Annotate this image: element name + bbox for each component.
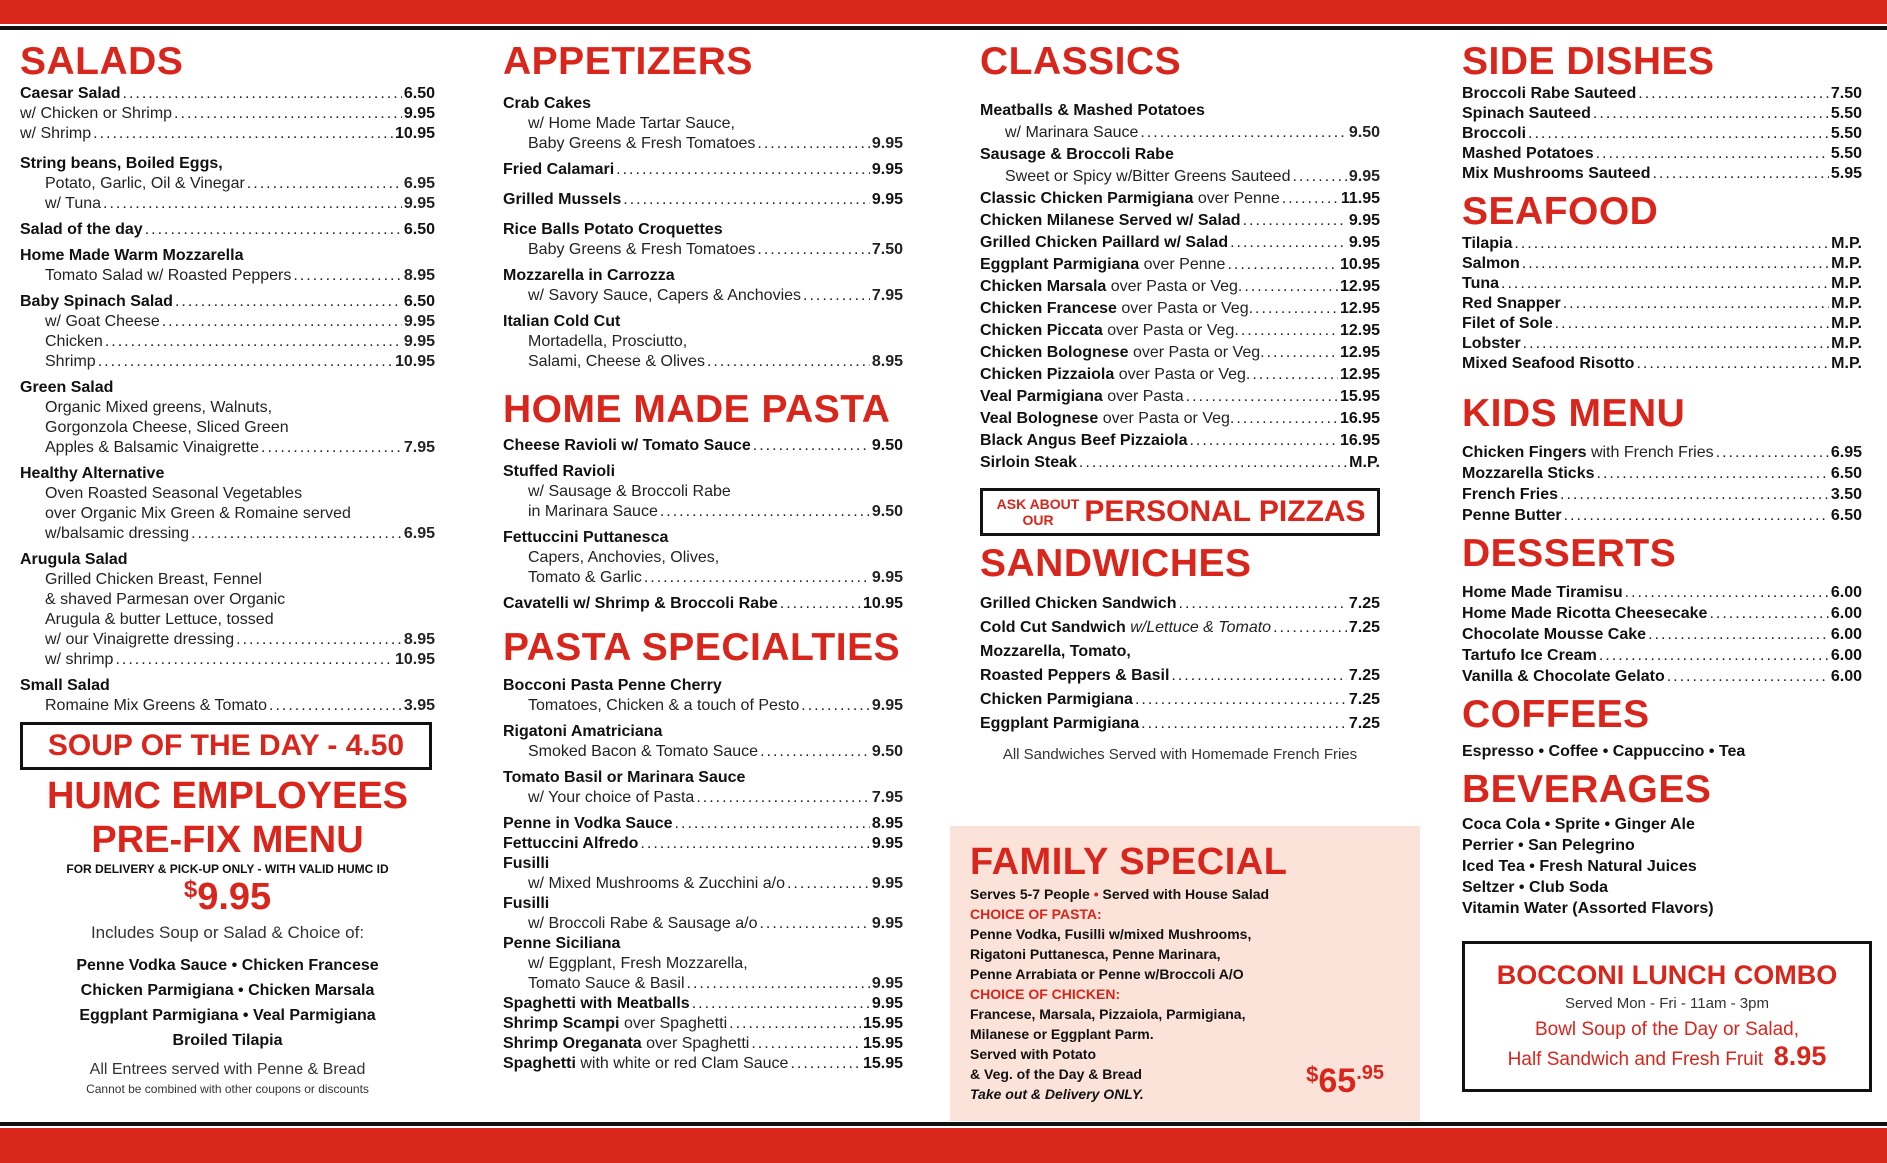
humc-price: $9.95 — [183, 876, 272, 918]
menu-item: Tomato Salad w/ Roasted Peppers ..... 8.95 — [20, 266, 435, 286]
family-price: $^{\$}65^{.95}$ — [1306, 1062, 1384, 1100]
menu-item: Salad of the day ..... 6.50 — [20, 220, 435, 240]
menu-item: Tilapia ..... M.P. — [1462, 234, 1862, 254]
section-title-coffees: COFFEES — [1462, 693, 1650, 736]
menu-item: Eggplant Parmigiana ..... 7.25 — [980, 712, 1380, 736]
menu-item: w/ Chicken or Shrimp ..... 9.95 — [20, 104, 435, 124]
menu-item-desc: Grilled Chicken Breast, Fennel — [45, 571, 262, 588]
menu-item: Salmon ..... M.P. — [1462, 254, 1862, 274]
menu-item: Romaine Mix Greens & Tomato ..... 3.95 — [20, 696, 435, 716]
menu-item: Vanilla & Chocolate Gelato ..... 6.00 — [1462, 666, 1862, 687]
menu-item: Mix Mushrooms Sauteed ..... 5.95 — [1462, 164, 1862, 184]
menu-item: w/ Marinara Sauce ..... 9.50 — [980, 122, 1380, 144]
menu-item: Filet of Sole ..... M.P. — [1462, 314, 1862, 334]
menu-item: Chicken Pizzaiola over Pasta or Veg. ..... 12.95 — [980, 364, 1380, 386]
menu-item: Fettuccini Alfredo ..... 9.95 — [503, 834, 903, 854]
menu-item: Baby Greens & Fresh Tomatoes ..... 7.50 — [503, 240, 903, 260]
lunch-combo-hours: Served Mon - Fri - 11am - 3pm — [1565, 995, 1769, 1012]
menu-item: Grilled Chicken Paillard w/ Salad ..... 9.95 — [980, 232, 1380, 254]
humc-served: All Entrees served with Penne & Bread — [89, 1061, 366, 1078]
menu-item: Caesar Salad ..... 6.50 — [20, 84, 435, 104]
menu-item: Chicken Milanese Served w/ Salad ..... 9.95 — [980, 210, 1380, 232]
menu-item: Chicken Parmigiana ..... 7.25 — [980, 688, 1380, 712]
menu-item-desc: w/ Sausage & Broccoli Rabe — [528, 483, 731, 500]
menu-item-desc: & shaved Parmesan over Organic — [45, 591, 286, 608]
menu-item: Apples & Balsamic Vinaigrette ..... 7.95 — [20, 438, 435, 458]
lunch-combo-title: BOCCONI LUNCH COMBO — [1496, 960, 1838, 990]
menu-item: Tomatoes, Chicken & a touch of Pesto ..... 9.95 — [503, 696, 903, 716]
kids-list — [1462, 442, 1862, 526]
pasta-list — [503, 436, 903, 614]
menu-item: Home Made Warm Mozzarella — [20, 247, 244, 264]
section-title-sandwiches: SANDWICHES — [980, 542, 1252, 585]
column-sides — [1462, 40, 1862, 1092]
family-chicken-head: CHOICE OF CHICKEN: — [970, 986, 1121, 1002]
humc-includes: Includes Soup or Salad & Choice of: — [90, 923, 365, 942]
humc-disclaimer: Cannot be combined with other coupons or discounts — [86, 1082, 369, 1096]
family-pasta-head: CHOICE OF PASTA: — [970, 906, 1102, 922]
menu-item: Chicken ..... 9.95 — [20, 332, 435, 352]
family-special-box — [950, 826, 1420, 1121]
menu-item-desc: w/ Home Made Tartar Sauce, — [528, 115, 735, 132]
humc-note: FOR DELIVERY & PICK-UP ONLY - WITH VALID HUMC ID — [66, 862, 389, 876]
menu-item: Chicken Fingers with French Fries ..... 6.95 — [1462, 442, 1862, 463]
column-classics — [980, 40, 1380, 763]
menu-item: Penne in Vodka Sauce ..... 8.95 — [503, 814, 903, 834]
classics-list — [980, 100, 1380, 474]
menu-item: w/ Shrimp ..... 10.95 — [20, 124, 435, 144]
menu-item: Fried Calamari ..... 9.95 — [503, 160, 903, 180]
specialties-list — [503, 676, 903, 1074]
column-salads — [20, 40, 435, 1096]
menu-item: Classic Chicken Parmigiana over Penne ..... 11.95 — [980, 188, 1380, 210]
menu-item: Roasted Peppers & Basil ..... 7.25 — [980, 664, 1380, 688]
menu-item: Potato, Garlic, Oil & Vinegar ..... 6.95 — [20, 174, 435, 194]
humc-title-1: HUMC EMPLOYEES — [46, 775, 409, 817]
menu-item: Small Salad — [20, 677, 110, 694]
sandwiches-note: All Sandwiches Served with Homemade French Fries — [1002, 746, 1358, 763]
section-title-pasta: HOME MADE PASTA — [503, 388, 891, 431]
lunch-combo-line: Half Sandwich and Fresh Fruit 8.95 — [1507, 1041, 1827, 1071]
menu-item: Chicken Bolognese over Pasta or Veg. ..... 12.95 — [980, 342, 1380, 364]
beverages-list: Coca Cola • Sprite • Ginger Ale Perrier • San Pelegrino Iced Tea • Fresh Natural Juices Seltzer • Club Soda Vitamin Water (Assorted Flavors) — [1462, 816, 1714, 917]
menu-item: Meatballs & Mashed Potatoes — [980, 102, 1205, 119]
menu-item-desc: w/ Eggplant, Fresh Mozzarella, — [528, 955, 748, 972]
family-serves: Serves 5-7 People • Served with House Salad — [970, 886, 1270, 902]
section-title-beverages: BEVERAGES — [1462, 768, 1712, 811]
section-title-classics: CLASSICS — [980, 40, 1182, 83]
menu-item: Baby Spinach Salad ..... 6.50 — [20, 292, 435, 312]
menu-item: Penne Butter ..... 6.50 — [1462, 505, 1862, 526]
family-pasta-line: Rigatoni Puttanesca, Penne Marinara, — [970, 946, 1221, 962]
family-pasta-line: Penne Arrabiata or Penne w/Broccoli A/O — [970, 966, 1244, 982]
lunch-combo-price: 8.95 — [1773, 1041, 1827, 1071]
menu-item: Mozzarella, Tomato, — [980, 643, 1131, 660]
menu-item-desc: over Organic Mix Green & Romaine served — [45, 505, 351, 522]
salads-list — [20, 84, 435, 716]
family-served-line: & Veg. of the Day & Bread — [970, 1066, 1142, 1082]
menu-item: Chicken Marsala over Pasta or Veg. ..... 12.95 — [980, 276, 1380, 298]
menu-item: Tuna ..... M.P. — [1462, 274, 1862, 294]
menu-item: Mixed Seafood Risotto ..... M.P. — [1462, 354, 1862, 374]
bottom-red-band — [0, 1128, 1887, 1163]
menu-item: Sirloin Steak ..... M.P. — [980, 452, 1380, 474]
personal-pizzas-label: PERSONAL PIZZAS — [1084, 495, 1366, 528]
menu-item: Fusilli — [503, 895, 550, 912]
menu-item: Healthy Alternative — [20, 465, 165, 482]
menu-item: French Fries ..... 3.50 — [1462, 484, 1862, 505]
menu-item: Baby Greens & Fresh Tomatoes ..... 9.95 — [503, 134, 903, 154]
menu-item: Veal Parmigiana over Pasta ..... 15.95 — [980, 386, 1380, 408]
menu-item: in Marinara Sauce ..... 9.50 — [503, 502, 903, 522]
ask-about-label: ASK ABOUT OUR — [996, 496, 1080, 528]
family-takeout-line: Take out & Delivery ONLY. — [970, 1086, 1144, 1102]
section-title-sides: SIDE DISHES — [1462, 40, 1715, 83]
menu-item: w/ our Vinaigrette dressing ..... 8.95 — [20, 630, 435, 650]
menu-item: w/ Your choice of Pasta ..... 7.95 — [503, 788, 903, 808]
menu-item-desc: Mortadella, Prosciutto, — [528, 333, 688, 350]
menu-item: Grilled Mussels ..... 9.95 — [503, 190, 903, 210]
menu-item: Crab Cakes — [503, 95, 592, 112]
top-divider — [0, 26, 1887, 30]
section-title-seafood: SEAFOOD — [1462, 190, 1659, 233]
menu-item: Stuffed Ravioli — [503, 463, 616, 480]
menu-item: Smoked Bacon & Tomato Sauce ..... 9.50 — [503, 742, 903, 762]
menu-item: w/ shrimp ..... 10.95 — [20, 650, 435, 670]
menu-item: Chicken Piccata over Pasta or Veg. ..... 12.95 — [980, 320, 1380, 342]
menu-item: Penne Siciliana — [503, 935, 621, 952]
section-title-specialties: PASTA SPECIALTIES — [503, 626, 901, 669]
section-title-desserts: DESSERTS — [1462, 532, 1677, 575]
menu-item: Bocconi Pasta Penne Cherry — [503, 677, 722, 694]
menu-item: Mozzarella in Carrozza — [503, 267, 675, 284]
menu-item: Tomato Sauce & Basil ..... 9.95 — [503, 974, 903, 994]
menu-item: w/ Broccoli Rabe & Sausage a/o ..... 9.95 — [503, 914, 903, 934]
desserts-list — [1462, 582, 1862, 687]
top-red-band — [0, 0, 1887, 24]
personal-pizzas-box — [980, 488, 1380, 536]
menu-item: Fettuccini Puttanesca — [503, 529, 669, 546]
menu-item: Cavatelli w/ Shrimp & Broccoli Rabe ..... 10.95 — [503, 594, 903, 614]
family-chicken-line: Francese, Marsala, Pizzaiola, Parmigiana, — [970, 1006, 1246, 1022]
menu-item: Veal Bolognese over Pasta or Veg. ..... 16.95 — [980, 408, 1380, 430]
menu-item: Fusilli — [503, 855, 550, 872]
menu-item: Tomato Basil or Marinara Sauce — [503, 769, 746, 786]
menu-item: Mashed Potatoes ..... 5.50 — [1462, 144, 1862, 164]
menu-item: Chocolate Mousse Cake ..... 6.00 — [1462, 624, 1862, 645]
menu-item: Mozzarella Sticks ..... 6.50 — [1462, 463, 1862, 484]
family-pasta-line: Penne Vodka, Fusilli w/mixed Mushrooms, — [970, 926, 1252, 942]
menu-item: Salami, Cheese & Olives ..... 8.95 — [503, 352, 903, 372]
sides-list — [1462, 84, 1862, 184]
lunch-combo-box — [1462, 941, 1872, 1092]
section-title-family: FAMILY SPECIAL — [970, 841, 1288, 883]
menu-item: Italian Cold Cut — [503, 313, 621, 330]
column-appetizers-pasta — [503, 40, 903, 1074]
menu-item: Lobster ..... M.P. — [1462, 334, 1862, 354]
menu-item: w/ Savory Sauce, Capers & Anchovies ..... 7.95 — [503, 286, 903, 306]
section-title-kids: KIDS MENU — [1462, 392, 1686, 435]
lunch-combo-line: Bowl Soup of the Day or Salad, — [1534, 1019, 1800, 1040]
menu-item: Spaghetti with Meatballs ..... 9.95 — [503, 994, 903, 1014]
menu-item: Grilled Chicken Sandwich ..... 7.25 — [980, 592, 1380, 616]
coffees-line: Espresso • Coffee • Cappuccino • Tea — [1462, 743, 1746, 760]
menu-item: Arugula Salad — [20, 551, 128, 568]
menu-item: Shrimp ..... 10.95 — [20, 352, 435, 372]
menu-item: Rigatoni Amatricianа — [503, 723, 663, 740]
seafood-list — [1462, 234, 1862, 374]
classic-items — [980, 188, 1380, 474]
menu-item: Home Made Tiramisu ..... 6.00 — [1462, 582, 1862, 603]
menu-item: Home Made Ricotta Cheesecake ..... 6.00 — [1462, 603, 1862, 624]
section-title-appetizers: APPETIZERS — [503, 40, 753, 83]
humc-title-2: PRE-FIX MENU — [91, 819, 364, 861]
sandwiches-list — [980, 592, 1380, 736]
menu-item: Green Salad — [20, 379, 114, 396]
menu-item: Cheese Ravioli w/ Tomato Sauce ..... 9.50 — [503, 436, 903, 456]
menu-item: Cold Cut Sandwich w/Lettuce & Tomato ..... 7.25 — [980, 616, 1380, 640]
menu-item-desc: Arugula & butter Lettuce, tossed — [45, 611, 274, 628]
soup-of-the-day-box: SOUP OF THE DAY - 4.50 — [20, 722, 432, 770]
menu-item: Black Angus Beef Pizzaiola ..... 16.95 — [980, 430, 1380, 452]
menu-item: Shrimp Oreganata over Spaghetti ..... 15.95 — [503, 1034, 903, 1054]
menu-item: Shrimp Scampi over Spaghetti ..... 15.95 — [503, 1014, 903, 1034]
menu-item: Tartufo Ice Cream ..... 6.00 — [1462, 645, 1862, 666]
menu-item-desc: Organic Mixed greens, Walnuts, — [45, 399, 273, 416]
menu-item: String beans, Boiled Eggs, — [20, 155, 223, 172]
menu-item: Sausage & Broccoli Rabe — [980, 146, 1174, 163]
humc-choices: Penne Vodka Sauce • Chicken Francese Chicken Parmigiana • Chicken Marsala Eggplant Parmigiana • Veal Parmigiana Broiled Tilapia — [76, 957, 379, 1049]
bottom-divider — [0, 1122, 1887, 1126]
menu-item: Broccoli Rabe Sauteed ..... 7.50 — [1462, 84, 1862, 104]
menu-item: Sweet or Spicy w/Bitter Greens Sauteed ..... 9.95 — [980, 166, 1380, 188]
section-title-salads: SALADS — [20, 40, 184, 83]
family-served-line: Served with Potato — [970, 1046, 1097, 1062]
menu-item-desc: Gorgonzola Cheese, Sliced Green — [45, 419, 289, 436]
menu-item: w/ Mixed Mushrooms & Zucchini a/o ..... 9.95 — [503, 874, 903, 894]
appetizers-list — [503, 94, 903, 372]
menu-item-desc: Capers, Anchovies, Olives, — [528, 549, 720, 566]
menu-item: Chicken Francese over Pasta or Veg. ..... 12.95 — [980, 298, 1380, 320]
menu-item: Rice Balls Potato Croquettes — [503, 221, 723, 238]
menu-item: Red Snapper ..... M.P. — [1462, 294, 1862, 314]
menu-item: w/balsamic dressing ..... 6.95 — [20, 524, 435, 544]
menu-item: Tomato & Garlic ..... 9.95 — [503, 568, 903, 588]
menu-item: Spinach Sauteed ..... 5.50 — [1462, 104, 1862, 124]
menu-item: Eggplant Parmigiana over Penne ..... 10.95 — [980, 254, 1380, 276]
menu-item: w/ Goat Cheese ..... 9.95 — [20, 312, 435, 332]
menu-item: w/ Tuna ..... 9.95 — [20, 194, 435, 214]
family-chicken-line: Milanese or Eggplant Parm. — [970, 1026, 1154, 1042]
menu-item: Spaghetti with white or red Clam Sauce ..... 15.95 — [503, 1054, 903, 1074]
menu-item-desc: Oven Roasted Seasonal Vegetables — [45, 485, 303, 502]
menu-item: Broccoli ..... 5.50 — [1462, 124, 1862, 144]
